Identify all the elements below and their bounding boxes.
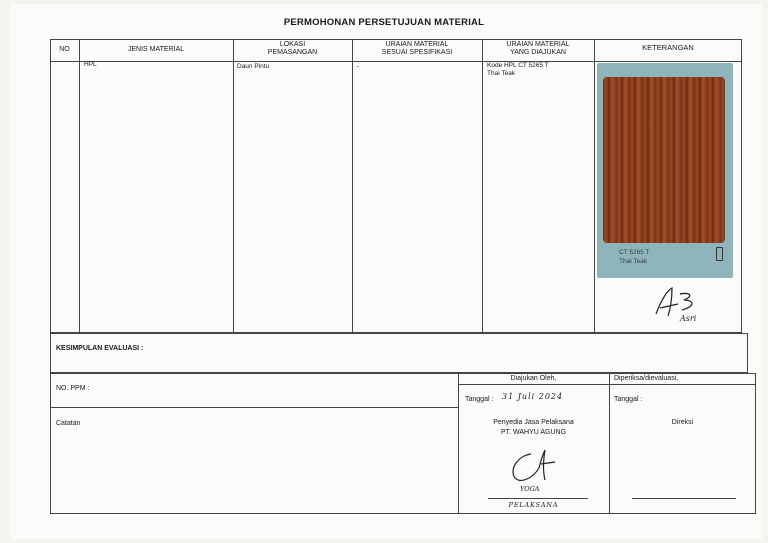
header-uraian-spesifikasi [352,41,482,57]
diajukan-role: PELAKSANA [508,501,559,509]
cell-jenis-material: HPL [84,61,97,68]
diperiksa-tanggal-label: Tanggal : [614,396,643,403]
header-jenis-material: JENIS MATERIAL [127,46,185,53]
diajukan-header: Diajukan Oleh, [510,375,557,382]
form-title: PERMOHONAN PERSETUJUAN MATERIAL [283,17,485,28]
swatch-code: CT 5265 T [619,249,650,256]
col-divider-diajukan [594,39,595,333]
header-uraian-line1: URAIAN MATERIAL [385,41,449,48]
diajukan-company-line1: Penyedia Jasa Pelaksana [493,419,574,426]
cell-lokasi: Daun Pintu [237,63,270,70]
approval-section [50,373,756,514]
diajukan-company-line2: PT. WAHYU AGUNG [500,429,567,436]
ppm-separator [50,407,458,408]
header-separator [50,61,742,62]
approval-divider-right [609,373,610,514]
approval-header-separator [458,384,756,385]
cell-diajukan-line2: Thai Teak [487,70,516,77]
diajukan-signature [505,448,565,488]
header-no: NO [59,46,70,53]
kesimpulan-label: KESIMPULAN EVALUASI : [56,345,144,352]
diajukan-signer-name: YOGA [520,485,540,493]
approval-divider-left [458,373,459,514]
col-divider-lokasi [352,39,353,333]
diperiksa-header: Diperiksa/dievaluasi, [614,375,679,382]
diajukan-signature-line [488,498,588,499]
cell-uraian-spesifikasi: - [357,63,360,70]
swatch-name: Thai Teak [619,258,648,265]
keterangan-signature-name: Asri [680,314,697,323]
col-divider-no [79,39,80,333]
diajukan-tanggal-value: 31 Juli 2024 [502,392,564,401]
header-uraian-line2: SESUAI SPESIFIKASI [381,49,453,56]
no-ppm-label: NO. PPM : [56,385,90,392]
diperiksa-signature-line [632,498,736,499]
catatan-label: Catatan [56,420,81,427]
diperiksa-role: Direksi [671,419,694,426]
col-divider-uraian [482,39,483,333]
wood-swatch [603,77,725,243]
diajukan-tanggal-label: Tanggal : [465,396,494,403]
header-lokasi [233,41,352,57]
brand-mark-icon [716,247,723,261]
col-divider-jenis [233,39,234,333]
header-keterangan: KETERANGAN [642,43,694,52]
header-diajukan-line2: YANG DIAJUKAN [510,49,566,56]
header-diajukan-line1: URAIAN MATERIAL [506,41,570,48]
header-uraian-diajukan [482,41,594,57]
cell-diajukan-line1: Kode HPL CT 5265 T [487,62,549,69]
cell-uraian-diajukan [487,62,549,78]
kesimpulan-section [50,333,748,373]
header-lokasi-line1: LOKASI [279,41,306,48]
material-sample-photo [597,63,733,278]
header-lokasi-line2: PEMASANGAN [267,49,318,56]
